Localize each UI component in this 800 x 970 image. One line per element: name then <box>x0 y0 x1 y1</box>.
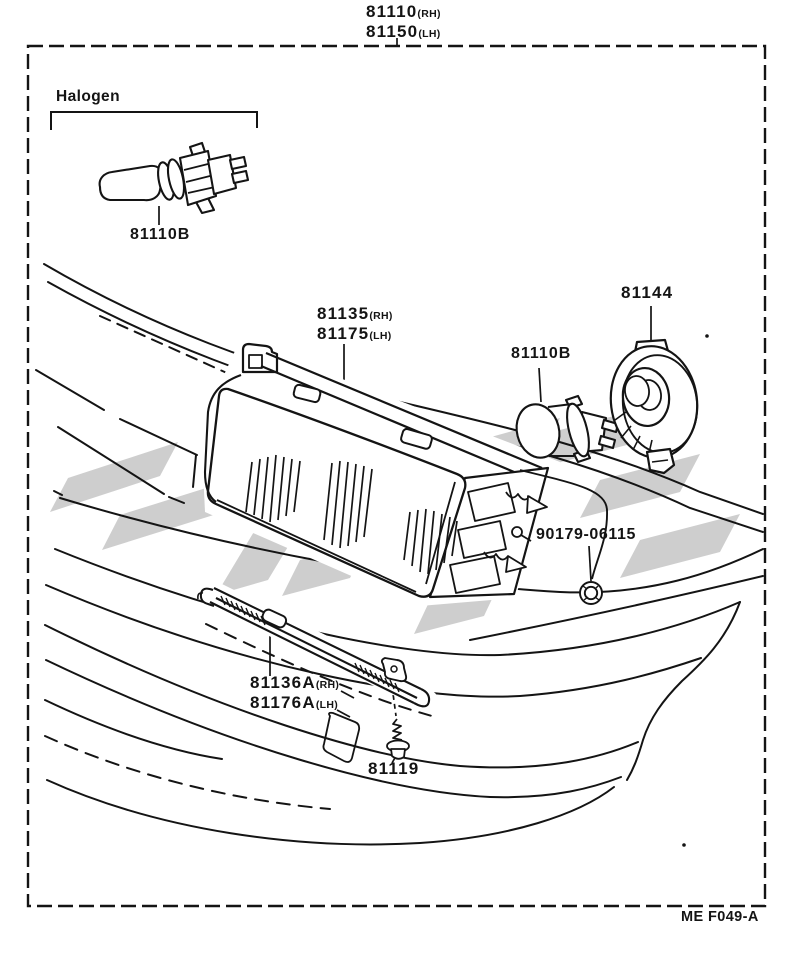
retaining-ring-drawing <box>604 340 703 473</box>
callout-nut: 90179-06115 <box>536 526 637 543</box>
title-line-rh: 81110(RH) <box>366 2 441 21</box>
callout-screw: 81119 <box>368 759 420 778</box>
molding-label-ticks <box>337 691 354 717</box>
section-label-halogen: Halogen <box>56 88 120 105</box>
callout-socket-bulb: 81110B <box>511 345 572 362</box>
halogen-bulb-drawing <box>100 143 248 213</box>
figure-code: ME F049-A <box>681 909 759 925</box>
screw-drawing <box>387 719 409 759</box>
title-line-lh: 81150(LH) <box>366 22 441 41</box>
callout-headlamp-unit: 81135(RH) 81175(LH) <box>317 304 393 343</box>
socket-leader <box>539 368 541 402</box>
callout-retaining-ring: 81144 <box>621 283 674 302</box>
figure-title <box>366 3 441 43</box>
nut-leader <box>589 546 591 581</box>
halogen-bracket <box>51 112 257 130</box>
callout-bulb: 81110B <box>130 226 191 243</box>
callout-lower-molding: 81136A(RH) 81176A(LH) <box>250 673 340 712</box>
